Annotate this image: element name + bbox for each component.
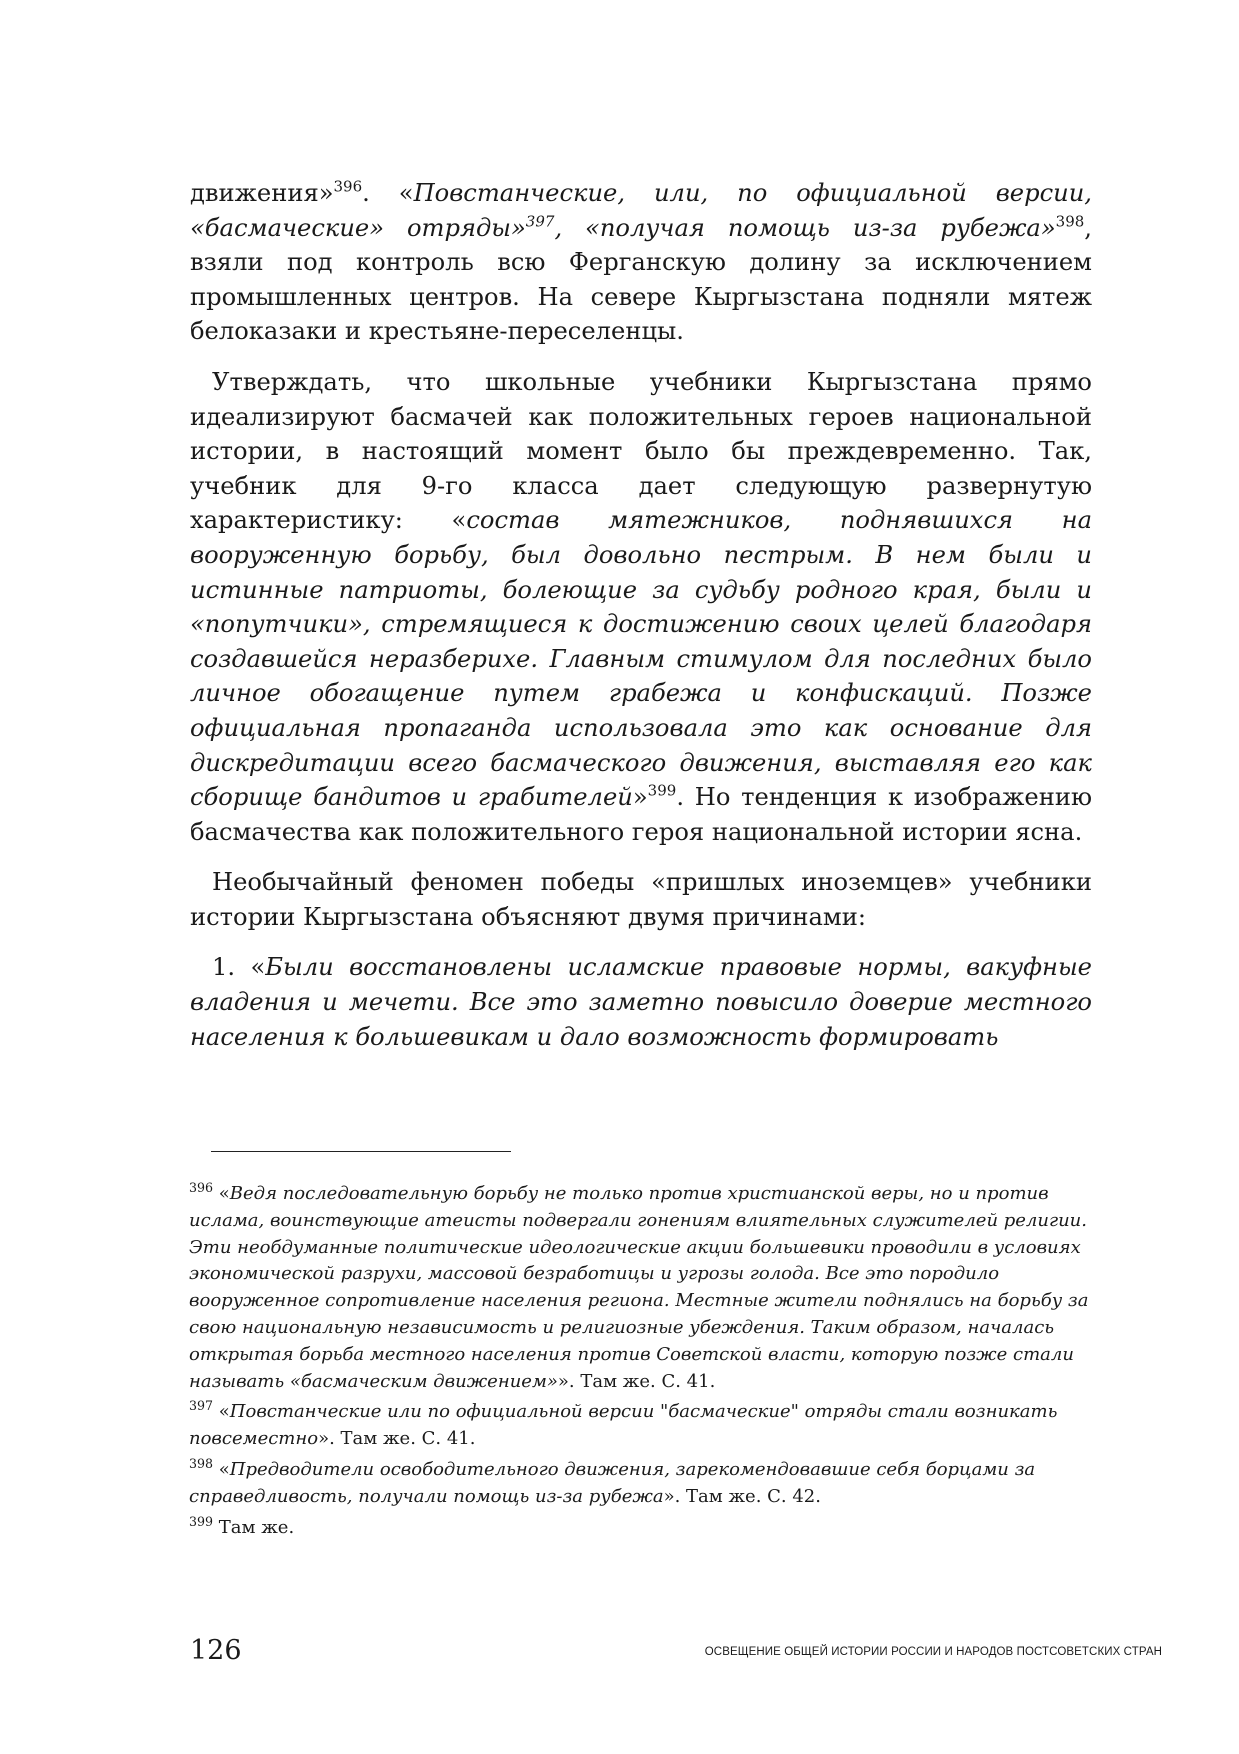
paragraph (190, 865, 1092, 934)
italic-run: Были восстановлены исламские правовые нормы, вакуфные владения и мечети. Все это заметно повысило доверие местного населения к большевикам и дало возможность формировать (190, 953, 1092, 1051)
text-run: Там же. (213, 1516, 295, 1538)
text-run: , взяли под контроль всю Ферганскую долину за исключением промышленных центров. На севере Кыргызстана подняли мятеж белоказаки и крестьяне-переселенцы. (190, 213, 1092, 346)
page-number: 126 (190, 1635, 242, 1666)
footnote-ref: 397 (525, 212, 555, 231)
text-run: движения» (190, 179, 334, 207)
text-run: Необычайный феномен победы «пришлых иноземцев» учебники истории Кыргызстана объясняют двумя причинами: (190, 868, 1092, 931)
footnote-separator (211, 1151, 511, 1152)
paragraph (190, 950, 1092, 1054)
italic-run: Повстанческие, или, по официальной версии, «басмаческие» отряды» (190, 179, 1092, 242)
footnote-ref: 397 (189, 1398, 214, 1414)
footnote-ref: 399 (189, 1513, 214, 1529)
italic-run: Ведя последовательную борьбу не только против христианской веры, но и против ислама, воинствующие атеисты подвергали гонениям влиятельных служителей религии. Эти необдуманные политические идеологические акции большевики проводили в условиях экономической разрухи, массовой безработицы и угрозы голода. Все это породило вооруженное сопротивление населения региона. Местные жители поднялись на борьбу за свою национальную независимость и религиозные убеждения. Таким образом, началась открытая борьба местного населения против Советской власти, которую позже стали называть «басмаческим движением» (189, 1183, 1089, 1392)
footnote-ref: 398 (189, 1456, 214, 1472)
italic-run: состав мятежников, поднявшихся на вооруженную борьбу, был довольно пестрым. В нем были и истинные патриоты, болеющие за судьбу родного края, были и «попутчики», стремящиеся к достижению своих целей благодаря создавшейся неразберихе. Главным стимулом для последних было личное обогащение путем грабежа и конфискаций. Позже официальная пропаганда использовала это как основание для дискредитации всего басмаческого движения, выставляя его как сборище бандитов и грабителей (190, 506, 1092, 812)
text-run: Утверждать, что школьные учебники Кыргызстана прямо идеализируют басмачей как положительных героев национальной истории, в настоящий момент было бы преждевременно. Так, учебник для 9-го класса дает следующую развернутую характеристику: « (190, 367, 1092, 535)
text-run: 1. « (212, 953, 266, 982)
text-run: « (213, 1183, 230, 1204)
italic-run: Повстанческие или по официальной версии "басмаческие" отряды стали возникать повсеместно (189, 1401, 1058, 1450)
paragraph (190, 365, 1092, 849)
text-run: . « (362, 179, 414, 207)
text-run: ». Там же. С. 42. (663, 1485, 821, 1507)
footnote (189, 1181, 1095, 1395)
paragraph (190, 176, 1092, 349)
text-run: ». Там же. С. 41. (557, 1370, 716, 1392)
footnote (189, 1399, 1095, 1453)
footnote (189, 1457, 1095, 1511)
text-run: . Но тенденция к изображению басмачества как положительного героя национальной истории ясна. (190, 783, 1092, 846)
footnote-ref: 399 (647, 781, 677, 800)
italic-run: Предводители освободительного движения, зарекомендовавшие себя борцами за справедливость, получали помощь из-за рубежа (189, 1458, 1036, 1507)
italic-run: , «получая помощь из-за рубежа» (554, 213, 1056, 242)
text-run: « (213, 1458, 230, 1480)
running-footer: ОСВЕЩЕНИЕ ОБЩЕЙ ИСТОРИИ РОССИИ И НАРОДОВ ПОСТСОВЕТСКИХ СТРАН (704, 1646, 1162, 1658)
footnote (189, 1515, 1095, 1542)
footnote-ref: 396 (333, 177, 363, 196)
text-run: » (632, 783, 648, 812)
body-text (190, 176, 1092, 1070)
footnote-ref: 396 (189, 1180, 214, 1196)
text-run: « (213, 1401, 230, 1423)
footnotes (189, 1181, 1095, 1545)
text-run: ». Там же. С. 41. (318, 1428, 476, 1450)
footnote-ref: 398 (1055, 212, 1085, 231)
